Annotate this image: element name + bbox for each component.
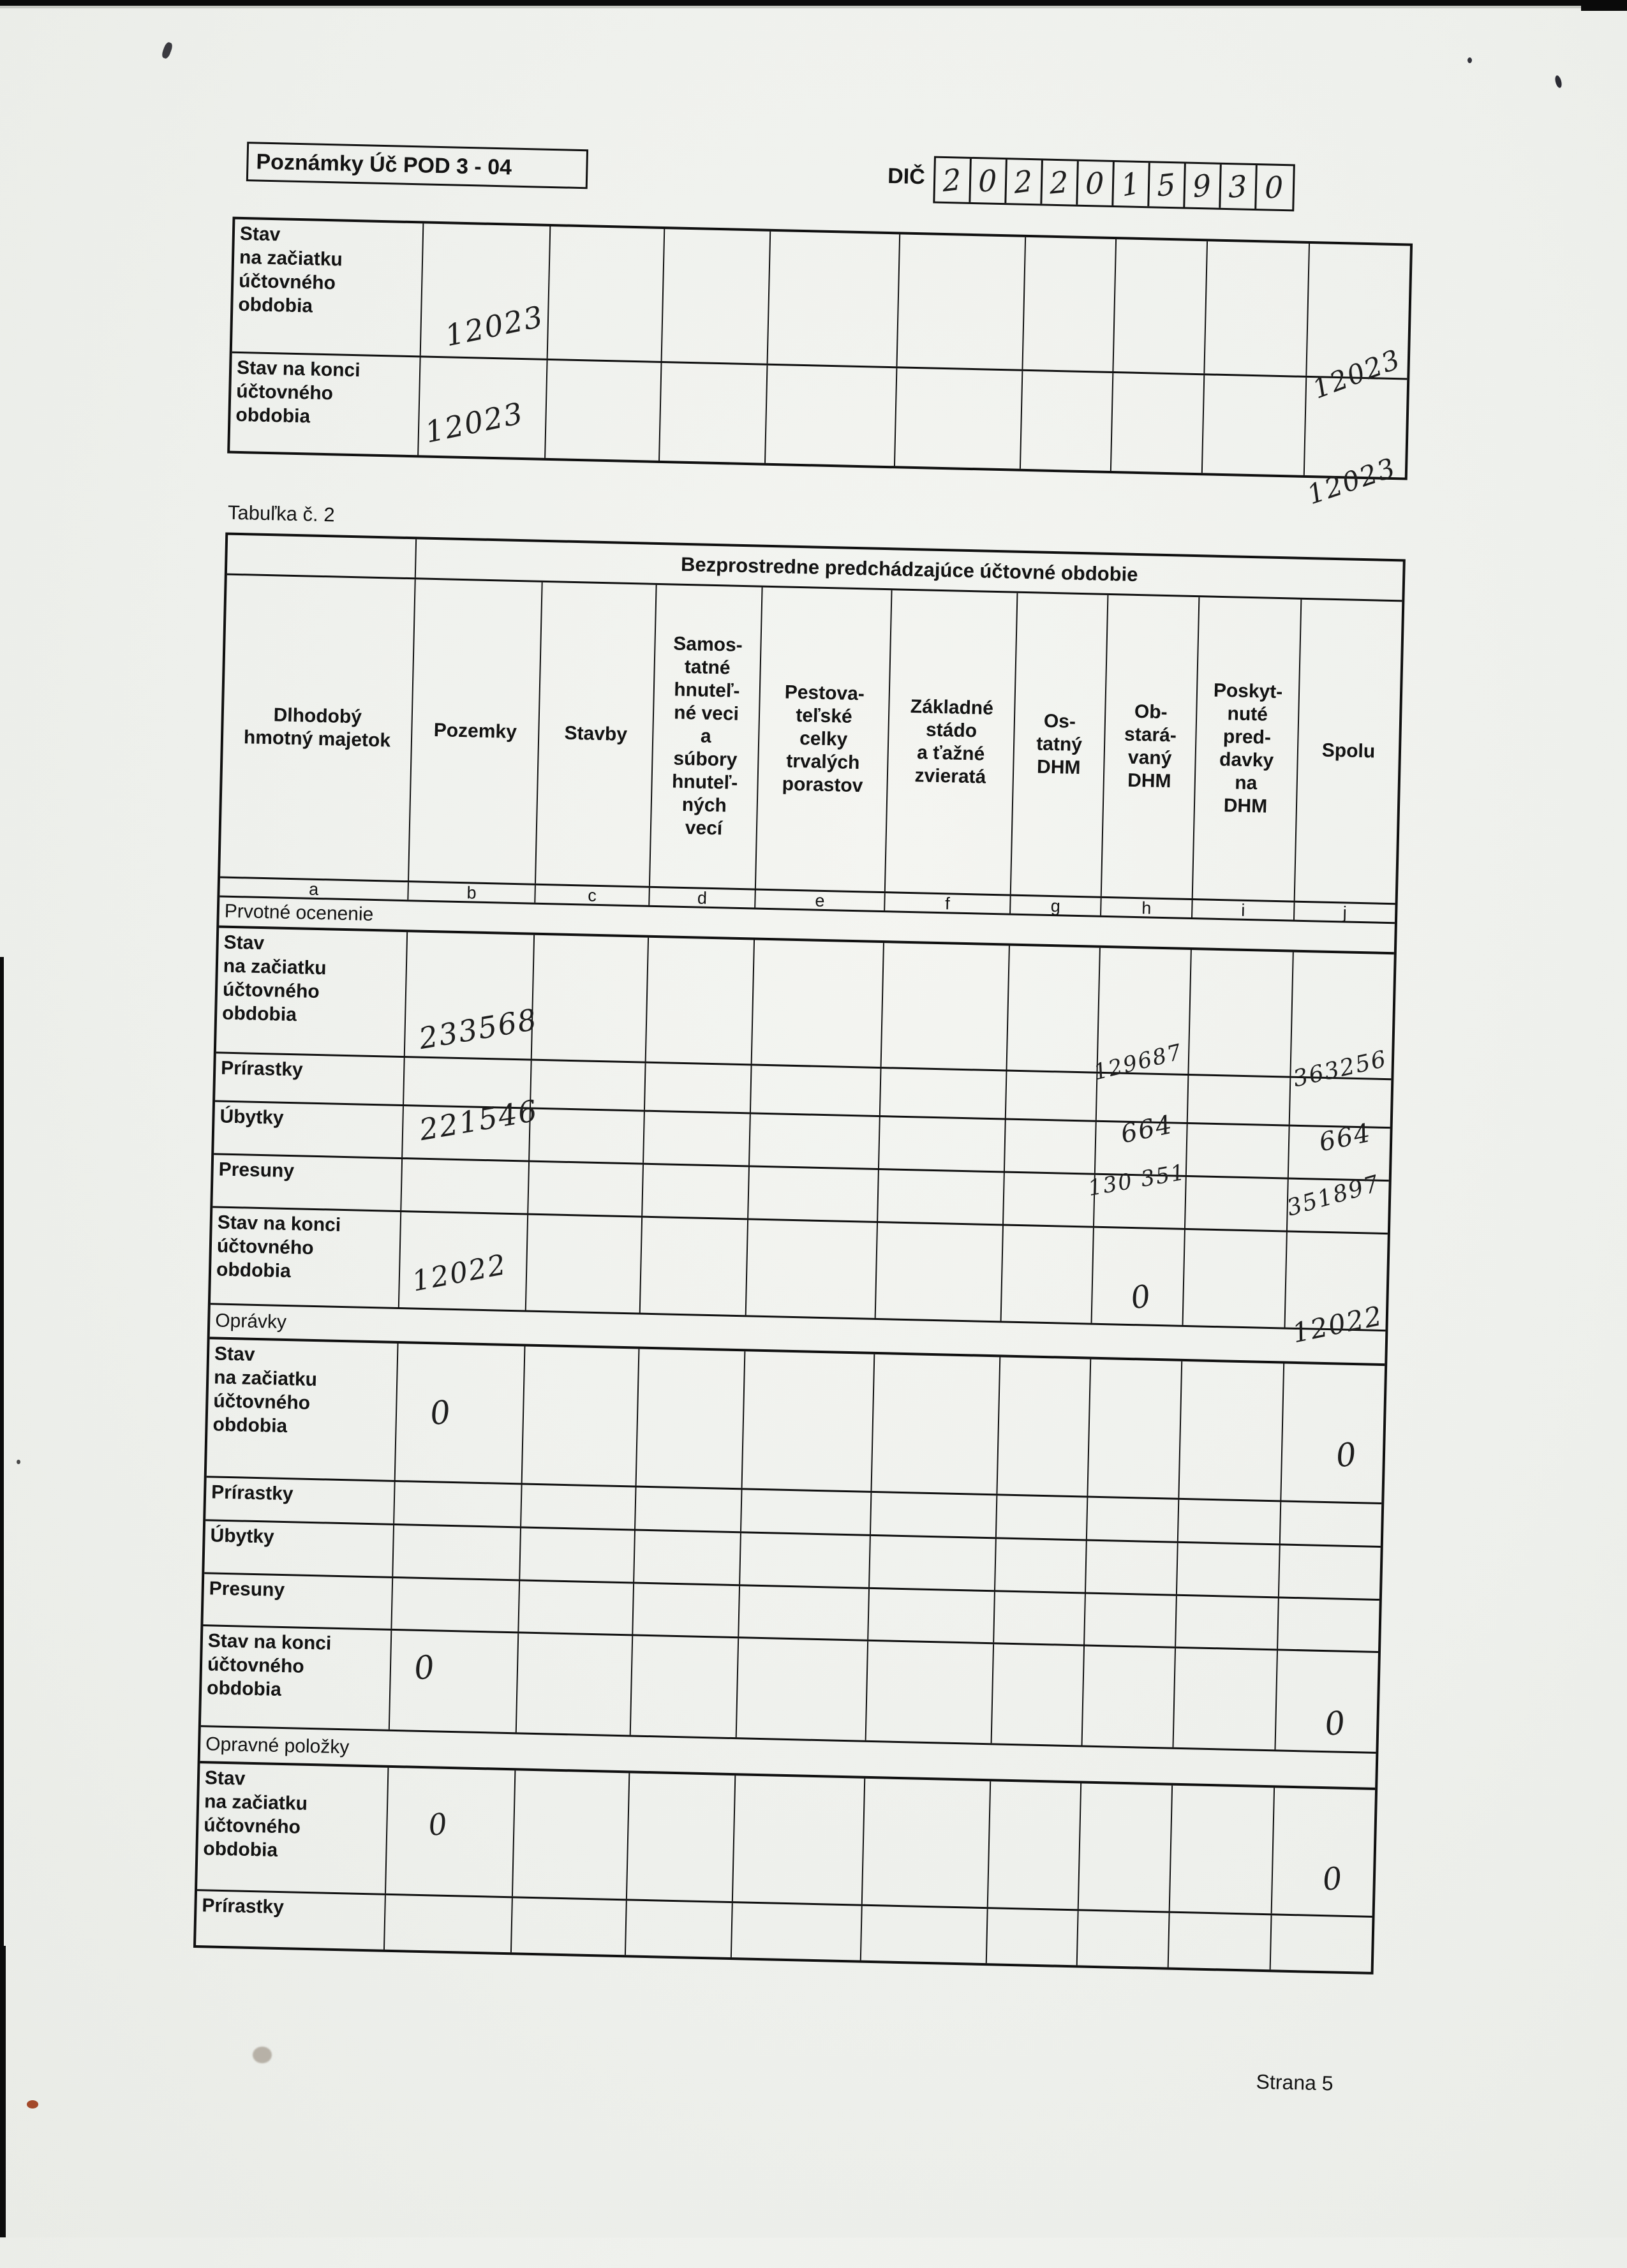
row-s2-stav-zaciatku — [207, 1339, 1385, 1504]
handwritten-value: 12022 — [1289, 1300, 1386, 1349]
handwritten-value: 12023 — [1308, 343, 1406, 405]
cell-h — [1079, 1783, 1173, 1911]
handwritten-value: 664 — [1118, 1109, 1176, 1150]
row-label: Stav na konci účtovného obdobia — [230, 353, 420, 456]
dic-digit-cell — [1256, 165, 1293, 209]
cell-e — [737, 1638, 868, 1740]
cell-i — [1176, 1596, 1279, 1649]
cell-f — [879, 1117, 1006, 1171]
cell-i — [1169, 1913, 1272, 1970]
cell-f — [868, 1589, 995, 1642]
cell-i — [1185, 1177, 1289, 1231]
handwritten-value: 233568 — [416, 1002, 540, 1056]
row-label: Stav na začiatku účtovného obdobia — [197, 1763, 389, 1894]
cell-c — [548, 226, 665, 361]
row-label: Stav na začiatku účtovného obdobia — [207, 1339, 399, 1480]
cell-e — [768, 232, 901, 367]
cell-g — [997, 1495, 1088, 1539]
cell-g — [1007, 946, 1101, 1072]
cell-f — [871, 1493, 997, 1537]
cell-f — [878, 1170, 1005, 1224]
col-header-d: Samos- tatné hnuteľ- né veci a súbory hnuteľ- ných vecí — [650, 585, 763, 889]
cell-j — [1272, 1788, 1375, 1916]
letter-d: d — [650, 888, 756, 908]
handwritten-value: 12023 — [422, 396, 527, 450]
row-label: Prírastky — [196, 1891, 386, 1950]
handwritten-digit: 2 — [1049, 164, 1070, 201]
cell-f — [866, 1642, 994, 1743]
handwritten-digit: 0 — [1085, 165, 1106, 202]
cell-j — [1307, 244, 1410, 405]
cell-d — [660, 363, 768, 463]
cell-i — [1179, 1361, 1284, 1501]
cell-b — [403, 1093, 541, 1160]
cell-f — [880, 1069, 1007, 1118]
cell-h — [1091, 948, 1191, 1086]
cell-j — [1278, 1598, 1379, 1651]
cell-h — [1097, 1074, 1189, 1150]
handwritten-value: 351897 — [1284, 1170, 1383, 1222]
handwritten-value: 0 — [1323, 1703, 1349, 1744]
cell-i — [1184, 1230, 1288, 1328]
row-label: Stav na konci účtovného obdobia — [211, 1208, 401, 1307]
cell-j — [1291, 952, 1393, 1093]
cell-e — [732, 1903, 863, 1960]
letter-j: j — [1342, 902, 1348, 923]
letter-f: f — [885, 893, 1011, 913]
dic-digit-cell — [1113, 162, 1150, 206]
row-label: Presuny — [203, 1574, 393, 1629]
col-header-a: Dlhodobý hmotný majetok — [220, 575, 416, 881]
cell-i — [1189, 950, 1293, 1076]
table-2 — [193, 533, 1406, 1975]
handwritten-digit: 1 — [1119, 165, 1143, 204]
cell-e — [739, 1586, 870, 1640]
cell-c — [530, 1109, 645, 1163]
cell-h — [1088, 1360, 1182, 1498]
handwritten-value: 0 — [412, 1648, 438, 1687]
cell-f — [882, 943, 1010, 1069]
cell-b — [392, 1578, 520, 1631]
page-number: Strana 5 — [1256, 2070, 1334, 2095]
cell-h — [1085, 1594, 1177, 1647]
cell-c — [546, 360, 662, 461]
cell-f — [876, 1223, 1004, 1321]
section-opravky: Oprávky — [210, 1305, 1386, 1366]
handwritten-value: 130 351 — [1086, 1159, 1188, 1201]
cell-i — [1203, 375, 1307, 475]
cell-d — [643, 1165, 750, 1219]
cell-b — [399, 1212, 528, 1310]
col-header-c: Stavby — [536, 582, 657, 886]
col-header-i: Poskyt- nuté pred- davky na DHM — [1193, 597, 1302, 901]
cell-c — [523, 1347, 640, 1486]
cell-c — [513, 1770, 630, 1899]
dic-digit-cell — [935, 158, 972, 202]
letter-c: c — [535, 886, 650, 905]
letter-a: a — [219, 878, 409, 900]
row-label: Úbytky — [214, 1102, 404, 1157]
cell-b — [396, 1344, 526, 1483]
form-title-box — [246, 142, 588, 189]
cell-c — [520, 1528, 635, 1582]
cell-d — [633, 1583, 740, 1636]
letter-b: b — [408, 882, 536, 903]
cell-j — [1281, 1502, 1381, 1546]
cell-c — [531, 1061, 646, 1110]
dic-digit-cell — [970, 159, 1007, 203]
cell-g — [1006, 1072, 1098, 1120]
cell-b — [386, 1768, 516, 1896]
cell-f — [861, 1906, 988, 1963]
cell-j — [1290, 1078, 1392, 1158]
table-1 — [227, 217, 1413, 511]
cell-e — [740, 1533, 871, 1587]
cell-b — [394, 1482, 522, 1526]
cell-j — [1281, 1364, 1385, 1503]
row-label: Prírastky — [215, 1053, 405, 1104]
cell-e — [750, 1114, 880, 1168]
handwritten-value: 221546 — [417, 1093, 541, 1148]
cell-f — [872, 1354, 1000, 1493]
cell-g — [995, 1539, 1087, 1592]
handwritten-value: 363256 — [1291, 1046, 1390, 1093]
cell-b — [419, 357, 547, 457]
cell-e — [747, 1220, 878, 1318]
cell-d — [626, 1901, 733, 1957]
cell-d — [641, 1218, 748, 1316]
row-label: Presuny — [212, 1155, 403, 1210]
cell-i — [1178, 1500, 1281, 1544]
cell-h — [1087, 1498, 1179, 1541]
dic-digit-cell — [1042, 160, 1079, 204]
cell-i — [1188, 1076, 1291, 1125]
cell-c — [521, 1485, 636, 1529]
cell-b — [390, 1631, 519, 1732]
cell-d — [637, 1349, 746, 1488]
table2-caption: Tabuľka č. 2 — [227, 501, 335, 526]
cell-h — [1083, 1647, 1176, 1747]
cell-j — [1275, 1650, 1378, 1752]
handwritten-value: 0 — [427, 1393, 454, 1433]
cell-b — [405, 932, 540, 1058]
cell-j — [1279, 1545, 1381, 1599]
dic-digit-boxes — [933, 156, 1295, 212]
cell-g — [997, 1357, 1091, 1495]
cell-h — [1113, 239, 1208, 373]
handwritten-value: 0 — [426, 1805, 450, 1843]
cell-d — [631, 1636, 739, 1737]
cell-g — [987, 1909, 1079, 1965]
cell-f — [895, 368, 1023, 468]
cell-a — [227, 535, 417, 578]
cell-c — [528, 1162, 644, 1216]
handwritten-value: 664 — [1316, 1118, 1374, 1158]
cell-c — [519, 1581, 634, 1634]
col-header-b: Pozemky — [409, 579, 543, 883]
dic-digit-cell — [1006, 159, 1043, 204]
cell-b — [421, 223, 551, 358]
cell-i — [1174, 1649, 1278, 1750]
cell-j — [1271, 1915, 1372, 1972]
cell-g — [1002, 1226, 1094, 1323]
col-header-j: Spolu — [1321, 739, 1376, 762]
cell-d — [644, 1112, 751, 1166]
cell-h — [1111, 373, 1205, 473]
cell-f — [870, 1536, 997, 1590]
letter-h: h — [1101, 898, 1193, 917]
handwritten-digit: 2 — [941, 161, 963, 199]
cell-g — [988, 1781, 1081, 1909]
col-header-g: Os- tatný DHM — [1011, 593, 1109, 896]
row-label: Stav na začiatku účtovného obdobia — [232, 219, 424, 356]
form-title: Poznámky Úč POD 3 - 04 — [256, 149, 512, 180]
cell-j — [1285, 1233, 1387, 1349]
cell-e — [748, 1167, 879, 1221]
dic-digit-cell — [1221, 165, 1258, 209]
cell-h — [1086, 1541, 1178, 1594]
dic-digit-cell — [1078, 161, 1115, 205]
cell-j — [1303, 378, 1407, 511]
cell-c — [526, 1215, 643, 1313]
handwritten-digit: 3 — [1228, 168, 1249, 205]
cell-b — [393, 1525, 521, 1579]
cell-d — [634, 1531, 741, 1585]
letter-i: i — [1192, 900, 1295, 920]
handwritten-value: 0 — [1320, 1860, 1346, 1899]
cell-e — [752, 940, 884, 1067]
cell-e — [741, 1490, 872, 1534]
cell-g — [1005, 1120, 1097, 1173]
handwritten-value: 12023 — [442, 299, 547, 353]
handwritten-digit: 2 — [1013, 163, 1035, 200]
cell-d — [646, 938, 755, 1064]
cell-f — [897, 234, 1026, 369]
cell-d — [627, 1773, 736, 1901]
cell-e — [766, 366, 897, 466]
row-label: Stav na konci účtovného obdobia — [201, 1626, 392, 1730]
dic-label: DIČ — [887, 163, 926, 189]
cell-c — [532, 935, 649, 1062]
cell-h — [1078, 1911, 1170, 1967]
handwritten-digit: 9 — [1191, 167, 1214, 205]
cell-e — [733, 1775, 865, 1904]
col-header-h: Ob- stará- vaný DHM — [1102, 595, 1200, 898]
table2-column-header-row — [220, 575, 1402, 905]
handwritten-digit: 0 — [977, 163, 999, 199]
cell-g — [1021, 371, 1113, 471]
cell-i — [1177, 1543, 1281, 1597]
cell-d — [645, 1064, 752, 1113]
cell-i — [1187, 1124, 1290, 1178]
cell-g — [1023, 237, 1117, 371]
row-label: Stav na začiatku účtovného obdobia — [216, 928, 408, 1056]
handwritten-value: 12022 — [409, 1248, 510, 1298]
handwritten-value: 129687 — [1091, 1039, 1185, 1086]
section-opravne-polozky: Opravné položky — [200, 1727, 1376, 1790]
cell-g — [1004, 1173, 1096, 1226]
dic-digit-cell — [1149, 163, 1186, 207]
cell-c — [512, 1898, 627, 1955]
period-header: Bezprostredne predchádzajúce účtovné obdobie — [680, 552, 1138, 586]
handwritten-value: 0 — [1128, 1278, 1155, 1317]
col-header-f: Základné stádo a ťažné zvieratá — [886, 590, 1018, 894]
cell-g — [992, 1644, 1085, 1745]
handwritten-digit: 0 — [1265, 169, 1285, 206]
cell-f — [863, 1779, 991, 1907]
cell-h — [1092, 1228, 1185, 1325]
cell-i — [1205, 241, 1310, 376]
cell-b — [401, 1159, 530, 1213]
col-header-e: Pestova- teľské celky trvalých porastov — [756, 588, 893, 891]
cell-e — [751, 1065, 882, 1115]
cell-c — [517, 1633, 633, 1735]
row-label: Úbytky — [204, 1521, 394, 1576]
cell-d — [635, 1488, 742, 1532]
letter-g: g — [1011, 896, 1102, 915]
dic-digit-cell — [1185, 164, 1222, 208]
cell-b — [385, 1895, 513, 1952]
letter-e: e — [755, 891, 886, 911]
handwritten-value: 0 — [1334, 1435, 1360, 1475]
cell-i — [1170, 1786, 1275, 1914]
cell-g — [994, 1592, 1086, 1644]
handwritten-digit: 5 — [1155, 166, 1178, 204]
row-label: Prírastky — [205, 1478, 395, 1523]
cell-e — [743, 1351, 875, 1491]
handwritten-value: 12023 — [1303, 451, 1400, 511]
scanner-edge-top-right — [1581, 0, 1627, 11]
section-prvotne-ocenenie: Prvotné ocenenie — [219, 897, 1395, 954]
cell-d — [662, 229, 771, 364]
